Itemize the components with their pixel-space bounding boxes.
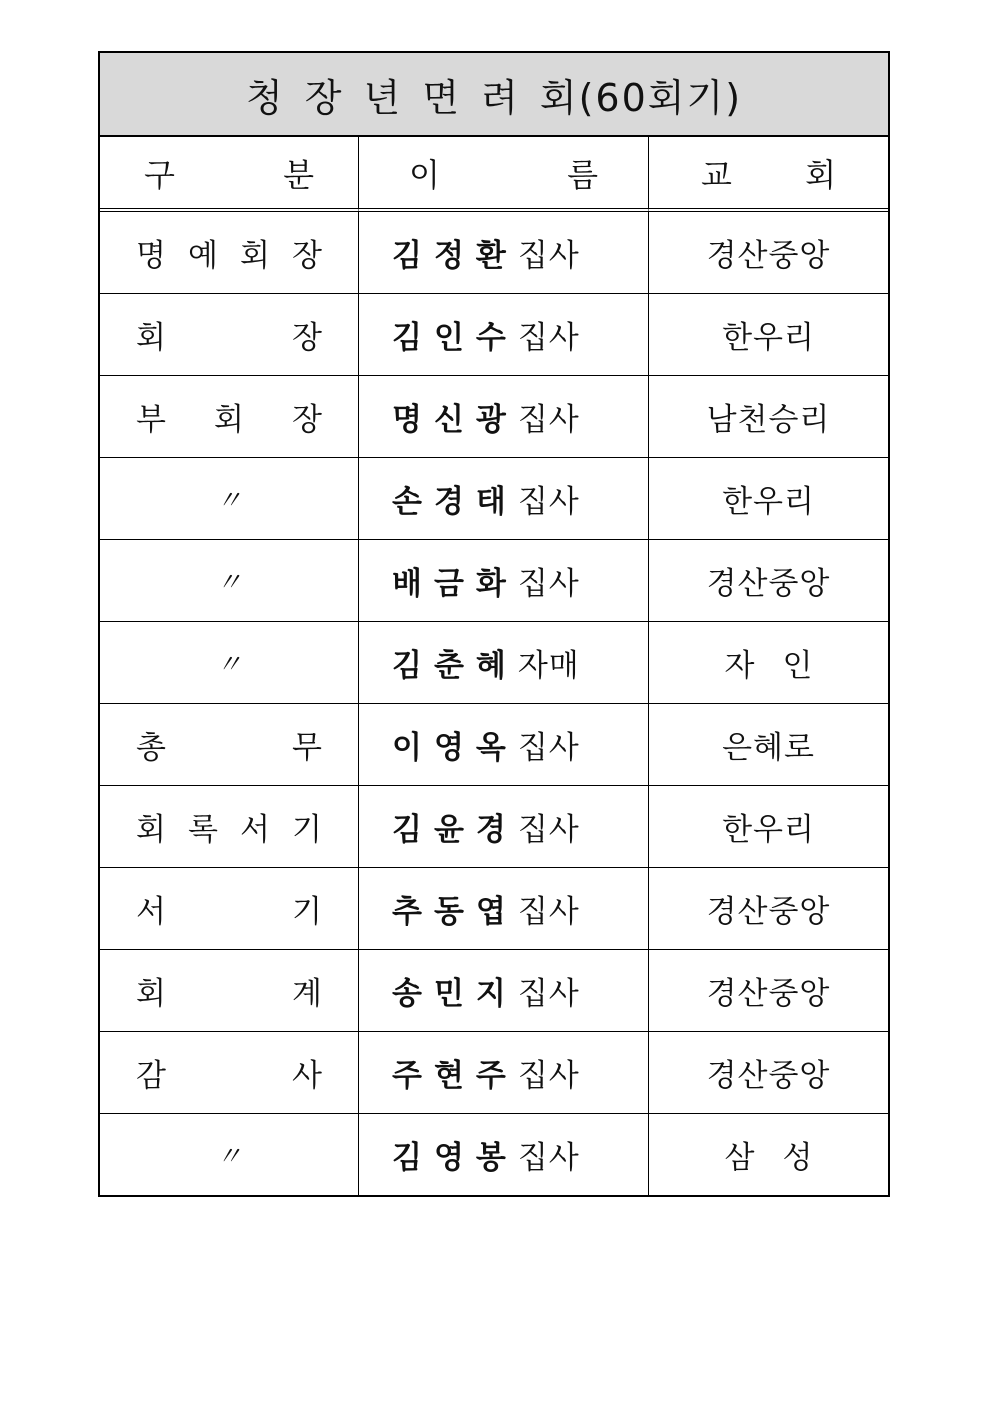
header-name-char: 이 [409,155,440,194]
division-cell [100,867,359,949]
church-name: 은혜로 [722,730,815,766]
header-church-char: 회 [805,155,836,194]
church-cell [649,867,888,949]
person-name: 김인수 [392,320,518,356]
header-division-char: 구 [144,155,175,194]
division-cell [100,457,359,539]
church-name: 경산중앙 [706,1058,831,1094]
name-cell [359,375,649,457]
person-name: 주현주 [392,1058,518,1094]
name-cell [359,1113,649,1195]
officer-table [98,51,890,1197]
person-name: 이영옥 [392,730,518,766]
person-title: 집사 [517,976,580,1012]
person-name: 송민지 [392,976,518,1012]
division-char: 서 [240,812,270,848]
division-char: 감 [136,1058,166,1094]
church-cell [649,1031,888,1113]
person-title: 집사 [517,1140,580,1176]
church-name: 자인 [724,648,841,684]
person-title: 자매 [517,648,580,684]
division-char: 서 [136,894,166,930]
division-cell [100,293,359,375]
church-name: 경산중앙 [706,566,831,602]
header-division [100,137,359,212]
person-name: 배금화 [392,566,518,602]
name-cell [359,949,649,1031]
church-name: 남천승리 [706,402,831,438]
name-cell [359,867,649,949]
name-cell [359,785,649,867]
ditto-mark: 〃 [215,1142,242,1172]
person-title: 집사 [517,238,580,274]
church-cell [649,375,888,457]
name-cell [359,212,649,293]
header-name [359,137,649,212]
name-cell [359,293,649,375]
church-cell [649,785,888,867]
person-name: 김윤경 [392,812,518,848]
header-division-char: 분 [283,155,314,194]
person-name: 김정환 [392,238,518,274]
division-cell [100,621,359,703]
division-char: 명 [136,238,166,274]
division-char: 회 [136,320,166,356]
division-char: 장 [292,402,322,438]
church-name: 경산중앙 [706,894,831,930]
person-name: 김영봉 [392,1140,518,1176]
division-cell [100,785,359,867]
division-cell [100,703,359,785]
division-char: 기 [292,894,322,930]
church-name: 경산중앙 [706,976,831,1012]
person-title: 집사 [517,566,580,602]
division-char: 무 [292,730,322,766]
header-name-char: 름 [567,155,598,194]
table-title: 청 장 년 면 려 회(60회기) [245,75,743,120]
person-title: 집사 [517,1058,580,1094]
division-cell [100,949,359,1031]
ditto-mark: 〃 [215,650,242,680]
church-cell [649,1113,888,1195]
division-cell [100,539,359,621]
name-cell [359,457,649,539]
division-char: 회 [136,976,166,1012]
ditto-mark: 〃 [215,486,242,516]
division-char: 사 [292,1058,322,1094]
division-char: 계 [292,976,322,1012]
division-char: 기 [292,812,322,848]
name-cell [359,539,649,621]
division-char: 예 [188,238,218,274]
name-cell [359,703,649,785]
division-cell [100,1113,359,1195]
church-name: 한우리 [722,484,815,520]
person-title: 집사 [517,730,580,766]
name-cell [359,1031,649,1113]
church-cell [649,621,888,703]
church-name: 한우리 [722,320,815,356]
person-title: 집사 [517,320,580,356]
division-char: 부 [136,402,166,438]
division-char: 장 [292,320,322,356]
division-cell [100,1031,359,1113]
division-char: 회 [136,812,166,848]
header-church [649,137,888,212]
table-grid [100,137,888,1195]
church-cell [649,293,888,375]
church-cell [649,703,888,785]
church-cell [649,212,888,293]
person-name: 김춘혜 [392,648,518,684]
division-char: 록 [188,812,218,848]
church-name: 경산중앙 [706,238,831,274]
table-title-row [100,53,888,137]
division-char: 회 [240,238,270,274]
person-title: 집사 [517,402,580,438]
person-name: 추동엽 [392,894,518,930]
person-title: 집사 [517,812,580,848]
person-title: 집사 [517,484,580,520]
ditto-mark: 〃 [215,568,242,598]
church-name: 한우리 [722,812,815,848]
division-char: 총 [136,730,166,766]
person-title: 집사 [517,894,580,930]
division-cell [100,375,359,457]
church-cell [649,457,888,539]
name-cell [359,621,649,703]
church-name: 삼성 [724,1140,841,1176]
division-char: 회 [214,402,244,438]
header-church-char: 교 [701,155,732,194]
person-name: 손경태 [392,484,518,520]
person-name: 명신광 [392,402,518,438]
division-char: 장 [292,238,322,274]
division-cell [100,212,359,293]
church-cell [649,539,888,621]
church-cell [649,949,888,1031]
